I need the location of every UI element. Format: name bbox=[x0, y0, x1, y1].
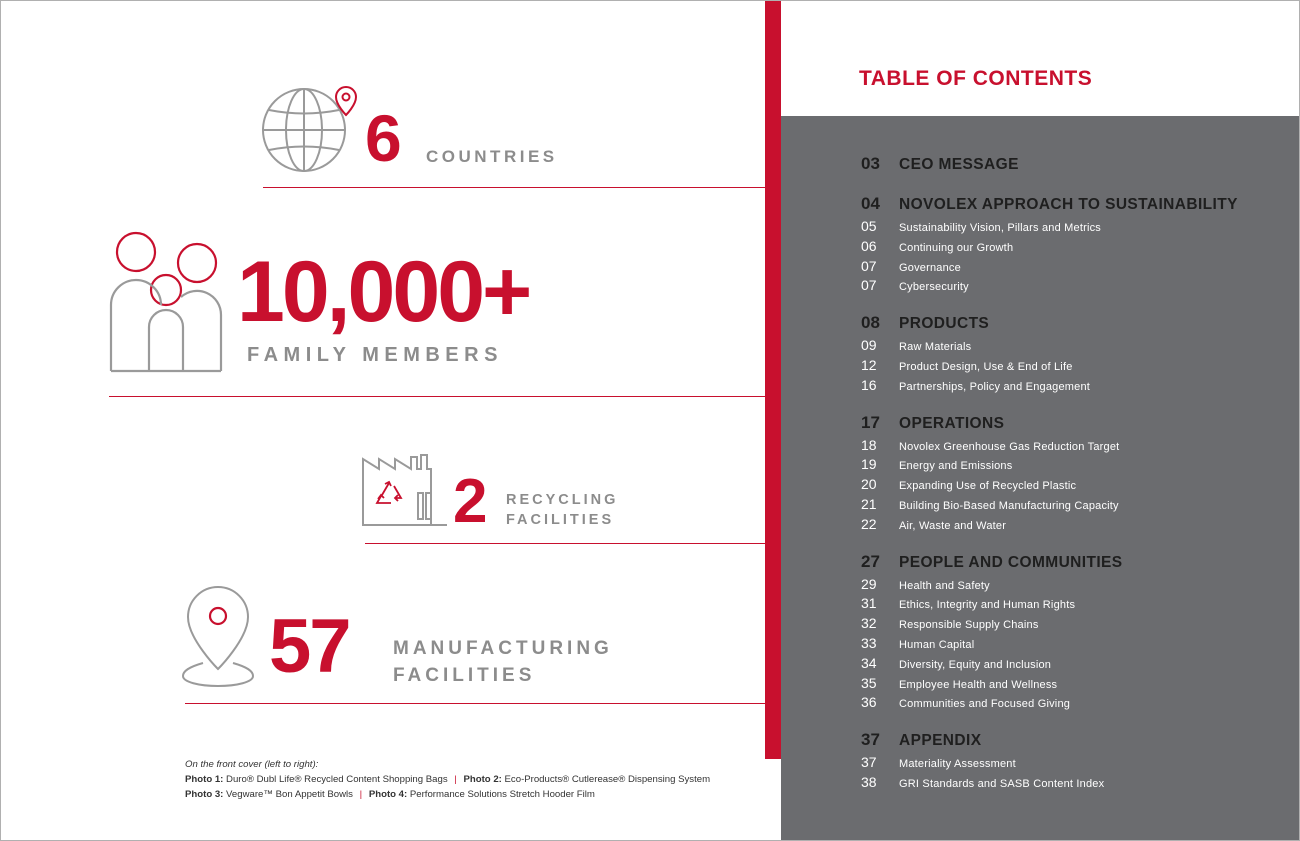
toc-item-title: Diversity, Equity and Inclusion bbox=[899, 658, 1052, 671]
photo-3-text: Vegware™ Bon Appetit Bowls bbox=[226, 789, 353, 800]
toc-item-title: Materiality Assessment bbox=[899, 758, 1016, 771]
toc-item[interactable] bbox=[861, 655, 1281, 675]
manufacturing-divider bbox=[185, 703, 765, 704]
toc-item-title: Health and Safety bbox=[899, 579, 990, 592]
toc-page-number: 35 bbox=[861, 674, 877, 691]
recycling-factory-icon bbox=[361, 451, 449, 527]
toc-page-number: 16 bbox=[861, 376, 877, 393]
toc-item[interactable] bbox=[861, 357, 1281, 377]
photo-2-text: Eco-Products® Cutlerease® Dispensing System bbox=[504, 774, 711, 785]
family-number: 10,000+ bbox=[237, 244, 530, 340]
toc-section bbox=[861, 413, 1281, 536]
toc-item-title: Energy and Emissions bbox=[899, 460, 1013, 473]
toc-page-number: 20 bbox=[861, 476, 877, 493]
toc-item-title: Governance bbox=[899, 261, 961, 274]
manufacturing-label-line2: FACILITIES bbox=[393, 665, 536, 686]
cover-photo-caption bbox=[185, 757, 710, 802]
toc-item-title: Cybersecurity bbox=[899, 281, 969, 294]
toc-page-number: 33 bbox=[861, 634, 877, 651]
toc-page-number: 04 bbox=[861, 194, 880, 213]
toc-page-number: 09 bbox=[861, 337, 877, 354]
toc-page-number: 32 bbox=[861, 615, 877, 632]
toc-item[interactable] bbox=[861, 456, 1281, 476]
photo-3-label: Photo 3: bbox=[185, 789, 224, 800]
family-icon bbox=[107, 231, 225, 373]
toc-item-title: Raw Materials bbox=[899, 341, 972, 354]
toc-item[interactable] bbox=[861, 476, 1281, 496]
countries-divider bbox=[263, 187, 765, 188]
toc-list bbox=[861, 154, 1281, 810]
toc-item[interactable] bbox=[861, 774, 1281, 794]
globe-pin-icon bbox=[259, 83, 361, 173]
toc-page-number: 29 bbox=[861, 575, 877, 592]
toc-item-title: Sustainability Vision, Pillars and Metrics bbox=[899, 222, 1102, 234]
manufacturing-number: 57 bbox=[269, 604, 350, 689]
toc-section bbox=[861, 154, 1281, 178]
toc-item[interactable] bbox=[861, 635, 1281, 655]
toc-item[interactable] bbox=[861, 496, 1281, 516]
recycling-divider bbox=[365, 543, 765, 544]
toc-page-number: 17 bbox=[861, 412, 880, 432]
location-pin-icon bbox=[181, 583, 255, 689]
toc-section-title: CEO MESSAGE bbox=[899, 156, 1019, 173]
toc-item-title: Novolex Greenhouse Gas Reduction Target bbox=[899, 440, 1120, 453]
toc-item[interactable] bbox=[861, 238, 1281, 258]
toc-section-title: OPERATIONS bbox=[899, 414, 1005, 432]
photo-1-label: Photo 1: bbox=[185, 774, 224, 785]
toc-item[interactable] bbox=[861, 337, 1281, 357]
photo-4-label: Photo 4: bbox=[368, 789, 408, 800]
toc-page-number: 19 bbox=[861, 456, 877, 473]
photo-1-text: Duro® Dubl Life® Recycled Content Shopping Bags bbox=[226, 774, 448, 785]
toc-section-heading[interactable] bbox=[861, 313, 1281, 337]
countries-label: COUNTRIES bbox=[426, 147, 558, 166]
toc-page-number: 27 bbox=[861, 551, 880, 571]
toc-section-heading[interactable] bbox=[861, 552, 1281, 576]
toc-page-number: 22 bbox=[861, 515, 877, 532]
toc-page-number: 37 bbox=[861, 730, 880, 750]
toc-item-title: GRI Standards and SASB Content Index bbox=[899, 777, 1105, 790]
toc-item-title: Communities and Focused Giving bbox=[899, 698, 1071, 711]
toc-section bbox=[861, 313, 1281, 396]
caption-intro: On the front cover (left to right): bbox=[185, 759, 319, 770]
toc-page-number: 18 bbox=[861, 436, 877, 453]
photo-2-label: Photo 2: bbox=[463, 774, 502, 785]
toc-section-heading[interactable] bbox=[861, 194, 1281, 218]
toc-page-number: 31 bbox=[861, 595, 877, 612]
family-divider bbox=[109, 396, 765, 397]
toc-item[interactable] bbox=[861, 437, 1281, 457]
toc-section bbox=[861, 194, 1281, 297]
toc-section-title: PRODUCTS bbox=[899, 315, 990, 333]
toc-page-number: 21 bbox=[861, 495, 877, 512]
toc-page-number: 34 bbox=[861, 654, 877, 671]
toc-item-title: Air, Waste and Water bbox=[899, 519, 1007, 532]
toc-page-number: 36 bbox=[861, 694, 877, 711]
accent-bar bbox=[765, 1, 781, 759]
toc-item[interactable] bbox=[861, 516, 1281, 536]
family-label: FAMILY MEMBERS bbox=[247, 344, 503, 366]
toc-item[interactable] bbox=[861, 675, 1281, 695]
toc-page-number: 07 bbox=[861, 257, 877, 274]
toc-item[interactable] bbox=[861, 258, 1281, 278]
toc-page-number: 07 bbox=[861, 277, 877, 294]
toc-item-title: Expanding Use of Recycled Plastic bbox=[899, 480, 1077, 493]
toc-item-title: Product Design, Use & End of Life bbox=[899, 360, 1073, 373]
toc-item[interactable] bbox=[861, 595, 1281, 615]
toc-page-number: 37 bbox=[861, 754, 877, 771]
toc-item-title: Employee Health and Wellness bbox=[899, 678, 1058, 691]
toc-item-title: Continuing our Growth bbox=[899, 241, 1014, 254]
toc-item-title: Human Capital bbox=[899, 638, 975, 651]
caption-line-2 bbox=[185, 787, 710, 802]
toc-page-number: 05 bbox=[861, 218, 877, 234]
toc-panel bbox=[781, 116, 1300, 841]
toc-item[interactable] bbox=[861, 277, 1281, 297]
toc-section-title: APPENDIX bbox=[899, 732, 982, 750]
toc-section-heading[interactable] bbox=[861, 413, 1281, 437]
recycling-number: 2 bbox=[453, 467, 488, 536]
toc-item-title: Partnerships, Policy and Engagement bbox=[899, 380, 1091, 393]
toc-section-heading[interactable] bbox=[861, 154, 1281, 178]
toc-item[interactable] bbox=[861, 377, 1281, 397]
toc-item[interactable] bbox=[861, 754, 1281, 774]
toc-section-heading[interactable] bbox=[861, 730, 1281, 754]
toc-section bbox=[861, 552, 1281, 715]
toc-page-number: 12 bbox=[861, 356, 877, 373]
toc-title: TABLE OF CONTENTS bbox=[859, 67, 1093, 90]
toc-header bbox=[781, 1, 1300, 116]
toc-section-title: PEOPLE AND COMMUNITIES bbox=[899, 553, 1123, 571]
toc-item[interactable] bbox=[861, 218, 1281, 238]
toc-item-title: Building Bio-Based Manufacturing Capacity bbox=[899, 499, 1119, 512]
toc-item-title: Ethics, Integrity and Human Rights bbox=[899, 599, 1076, 612]
caption-line-1 bbox=[185, 772, 710, 787]
recycling-label-line2: FACILITIES bbox=[506, 512, 615, 528]
toc-page-number: 03 bbox=[861, 154, 880, 173]
toc-item-title: Responsible Supply Chains bbox=[899, 619, 1039, 632]
toc-page-number: 38 bbox=[861, 773, 877, 790]
countries-number: 6 bbox=[365, 101, 402, 175]
toc-item[interactable] bbox=[861, 694, 1281, 714]
toc-item[interactable] bbox=[861, 576, 1281, 596]
recycling-label-line1: RECYCLING bbox=[506, 492, 619, 508]
toc-section-title: NOVOLEX APPROACH TO SUSTAINABILITY bbox=[899, 196, 1238, 213]
toc-page-number: 08 bbox=[861, 313, 880, 333]
caption-separator: | bbox=[454, 774, 457, 785]
toc-item[interactable] bbox=[861, 615, 1281, 635]
manufacturing-label-line1: MANUFACTURING bbox=[393, 638, 613, 659]
caption-separator: | bbox=[359, 789, 363, 800]
toc-section bbox=[861, 730, 1281, 794]
photo-4-text: Performance Solutions Stretch Hooder Film bbox=[409, 789, 595, 800]
toc-page-number: 06 bbox=[861, 237, 877, 254]
